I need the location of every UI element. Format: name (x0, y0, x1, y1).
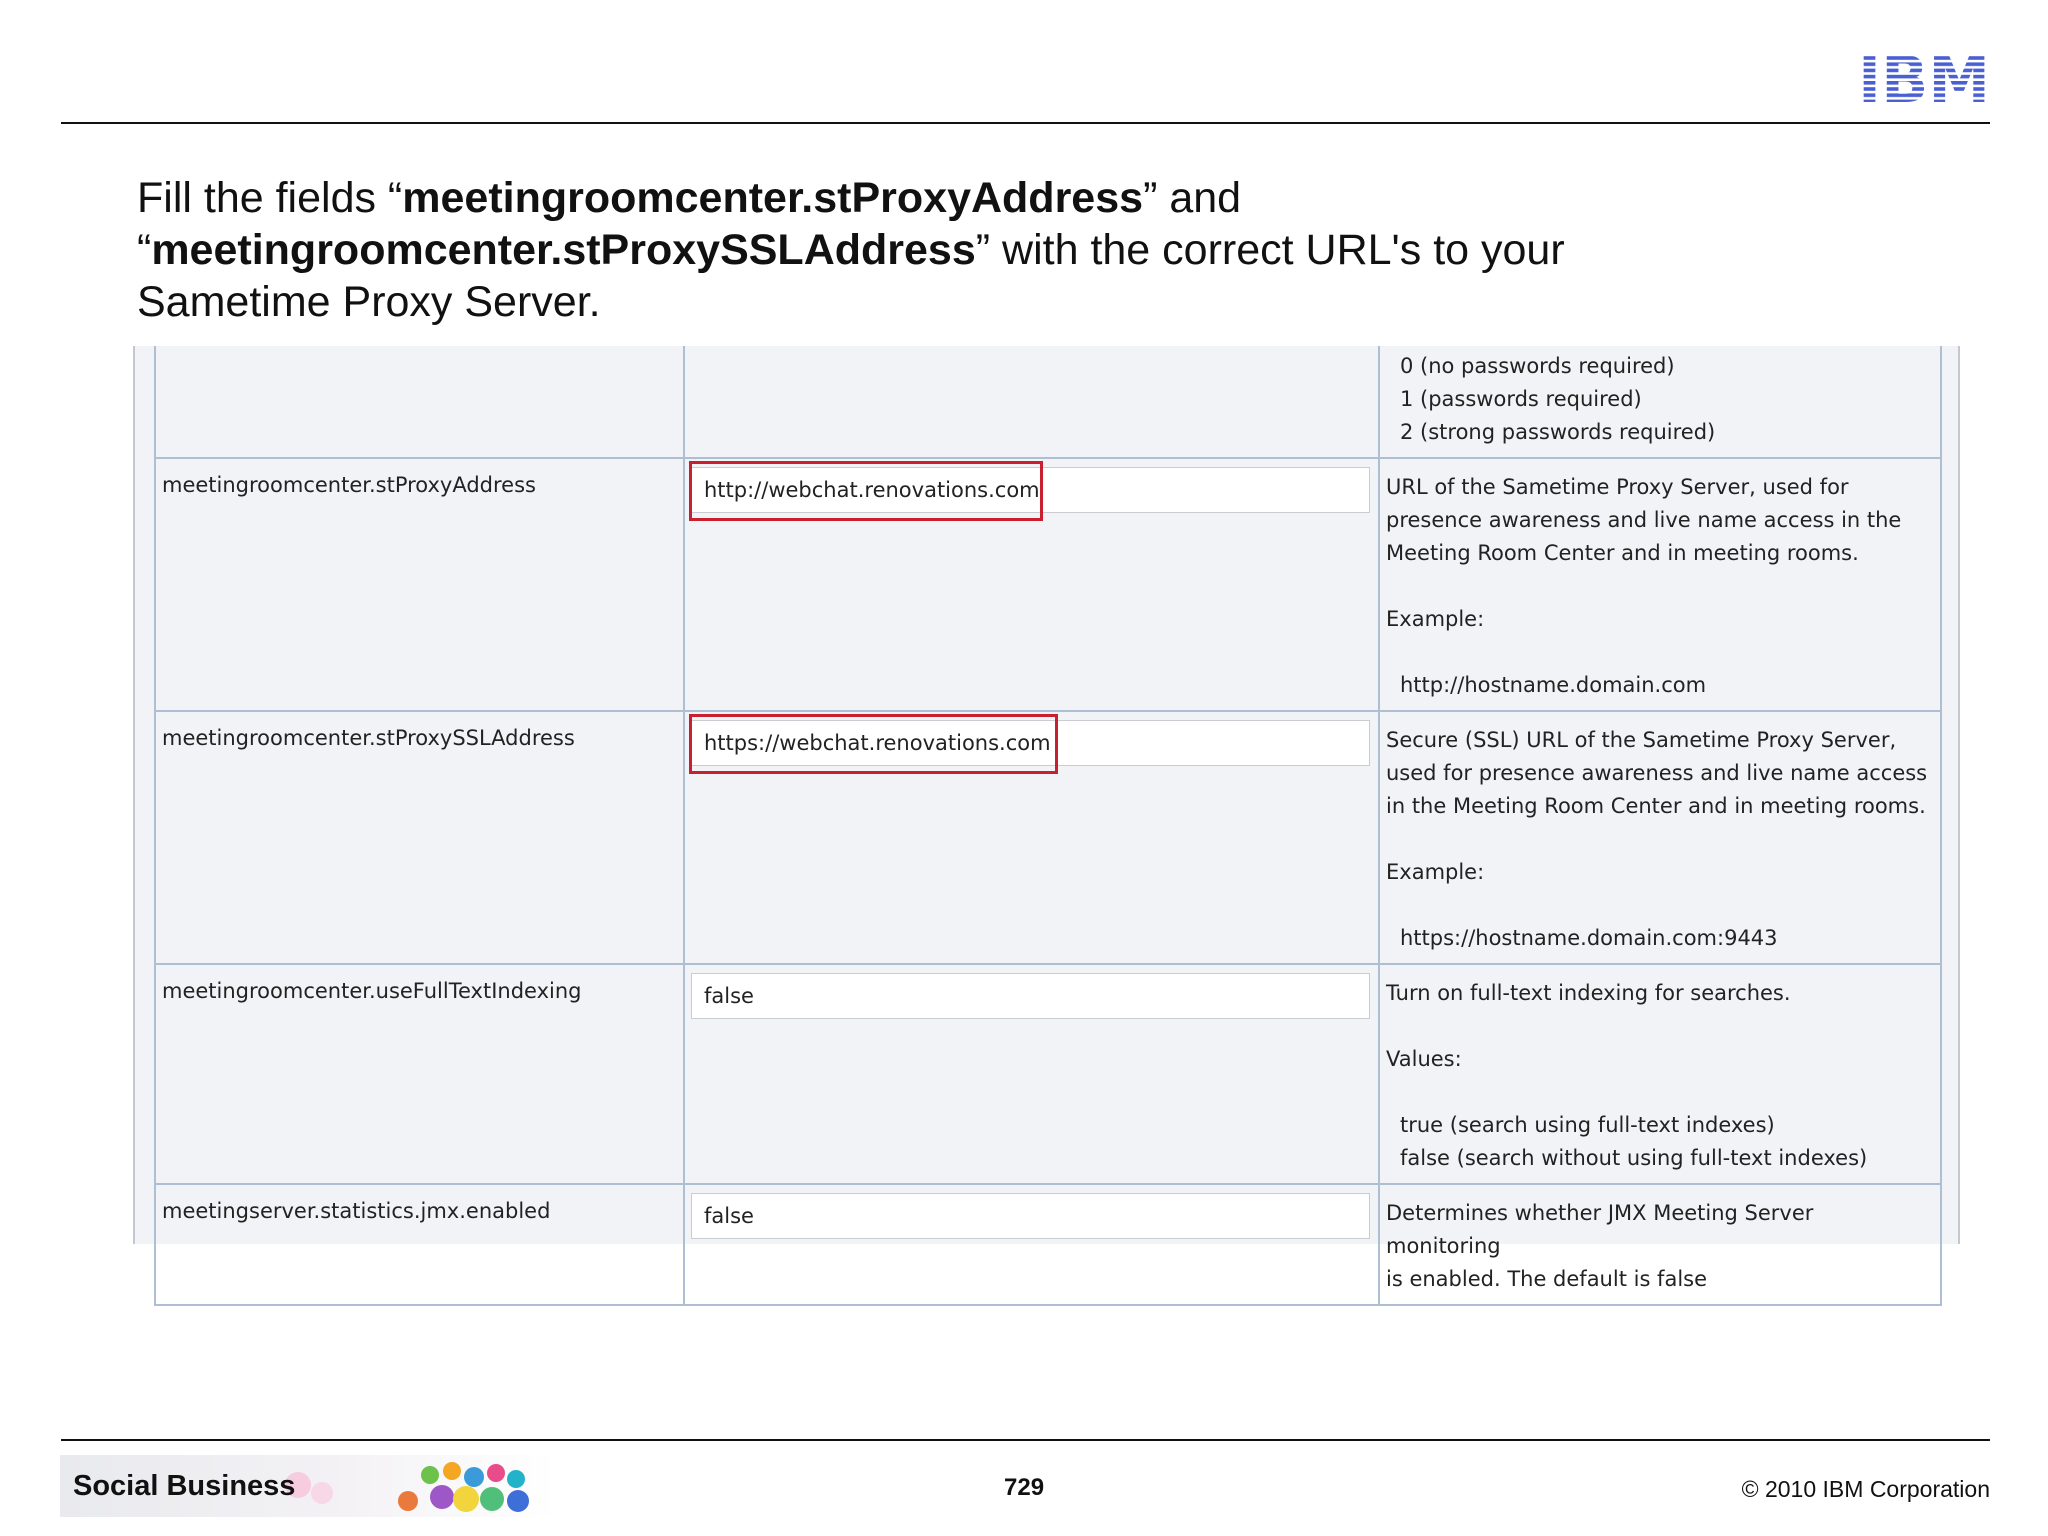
setting-name-cell (155, 458, 684, 711)
footer-brand-label: Social Business (73, 1470, 296, 1502)
full-text-indexing-input[interactable]: false (691, 973, 1370, 1019)
ibm-logo-icon (1858, 50, 1990, 106)
table-row (155, 711, 1941, 964)
table-row (155, 1184, 1941, 1305)
proxy-address-input[interactable]: http://webchat.renovations.com (691, 467, 1370, 513)
setting-name: meetingroomcenter.useFullTextIndexing (162, 979, 582, 1003)
copyright-text: © 2010 IBM Corporation (1741, 1476, 1990, 1502)
footer-rule (61, 1439, 1990, 1441)
header-rule (61, 122, 1990, 124)
setting-name-cell (155, 346, 684, 458)
table-row (155, 346, 1941, 458)
page-number: 729 (1004, 1474, 1045, 1501)
field-name-proxy-ssl: meetingroomcenter.stProxySSLAddress (151, 226, 976, 274)
setting-value-cell (684, 458, 1379, 711)
setting-name-cell (155, 964, 684, 1184)
setting-description-cell: 0 (no passwords required) 1 (passwords required) 2 (strong passwords required) (1379, 346, 1941, 458)
setting-value-cell (684, 1184, 1379, 1305)
table-row (155, 458, 1941, 711)
table-row (155, 964, 1941, 1184)
settings-screenshot (133, 346, 1960, 1291)
setting-name: meetingserver.statistics.jmx.enabled (162, 1199, 551, 1223)
setting-value-cell (684, 711, 1379, 964)
setting-name: meetingroomcenter.stProxyAddress (162, 473, 536, 497)
setting-description-cell: URL of the Sametime Proxy Server, used for presence awareness and live name access in the Meeting Room Center and in meeting rooms. Example: http://hostname.domain.com (1379, 458, 1941, 711)
proxy-ssl-address-input[interactable]: https://webchat.renovations.com (691, 720, 1370, 766)
setting-name: meetingroomcenter.stProxySSLAddress (162, 726, 575, 750)
setting-value-cell (684, 346, 1379, 458)
setting-name-cell (155, 711, 684, 964)
setting-description-cell: Secure (SSL) URL of the Sametime Proxy Server, used for presence awareness and live name access in the Meeting Room Center and in meeting rooms. Example: https://hostname.domain.com:9443 (1379, 711, 1941, 964)
setting-description-cell: Turn on full-text indexing for searches. Values: true (search using full-text indexes) false (search without using full-text indexes) (1379, 964, 1941, 1184)
highlight-box (689, 461, 1043, 521)
highlight-box (689, 714, 1058, 774)
field-name-proxy: meetingroomcenter.stProxyAddress (402, 174, 1144, 222)
instruction-text: Fill the fields “meetingroomcenter.stProxyAddress” and “meetingroomcenter.stProxySSLAddress” with the correct URL's to your Sametime Proxy Server. (137, 174, 1565, 326)
setting-name-cell (155, 1184, 684, 1305)
settings-table (154, 346, 1942, 1306)
setting-value-cell (684, 964, 1379, 1184)
setting-description-cell: Determines whether JMX Meeting Server monitoring is enabled. The default is false (1379, 1184, 1941, 1305)
jmx-enabled-input[interactable]: false (691, 1193, 1370, 1239)
